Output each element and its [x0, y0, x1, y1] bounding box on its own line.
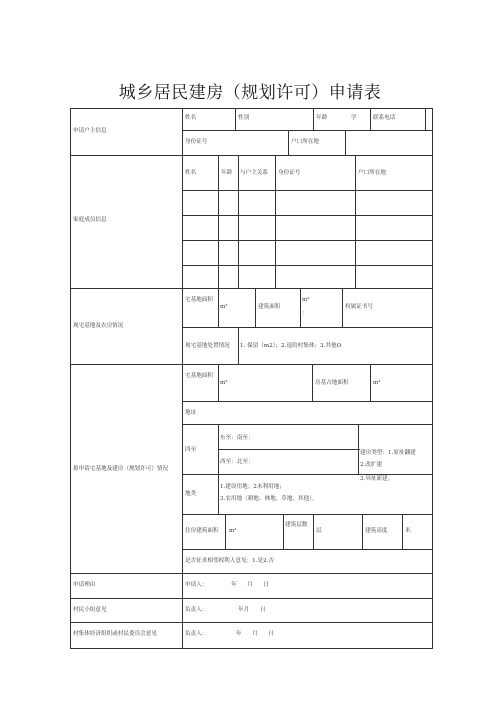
current-plot-unit: m²: [220, 304, 228, 310]
family-header-relation: 与户主关系: [240, 170, 268, 176]
proposed-east-south: 东至：南至：: [220, 435, 254, 441]
applicant-edu-label: 学: [351, 115, 357, 121]
applicant-id-label: 身份证号: [185, 139, 208, 145]
group-label: 村民小组意见: [73, 607, 107, 613]
proposed-land-type-1: 1.建设用地；2未利用地；: [220, 484, 285, 490]
family-section-label: 家庭成员信息: [73, 217, 107, 223]
current-section-label: 现宅基地及农房情况: [73, 323, 124, 329]
group-owner: 负责人：: [185, 607, 208, 613]
committee-date: 年 月 日: [236, 631, 275, 637]
family-header-id: 身份证号: [278, 170, 301, 176]
current-build-area-label: 建筑面积: [258, 304, 281, 310]
applicant-name-label: 姓名: [185, 115, 197, 121]
proposed-address-label: 地址: [185, 410, 197, 416]
current-disposal-label: 现宅基地处置情况: [185, 343, 230, 349]
current-build-unit-tail: ：: [302, 310, 308, 316]
proposed-section-label: 拟申请宅基地及建房（规划许可）情况: [73, 466, 169, 472]
proposed-house-area-label: 房基占地面积: [315, 380, 349, 386]
family-header-name: 姓名: [185, 170, 197, 176]
proposed-boundary-label: 四至: [185, 447, 197, 453]
current-cert-label: 权属证书号: [345, 304, 373, 310]
applicant-phone-label: 联系电话: [373, 115, 396, 121]
proposed-plot-area-label: 宅基地面积: [185, 373, 213, 379]
current-build-unit: m²: [302, 297, 310, 303]
reason-label: 申请理由: [73, 582, 96, 588]
proposed-height-unit: 米: [405, 528, 411, 534]
committee-owner: 负责人：: [185, 631, 208, 637]
applicant-age-label: 年龄: [316, 115, 328, 121]
proposed-height-label: 建筑高度: [365, 528, 388, 534]
reason-applicant: 申请人：: [185, 582, 208, 588]
proposed-west-north: 西至：北至：: [220, 459, 254, 465]
applicant-section-label: 申请户主信息: [73, 128, 107, 134]
applicant-gender-label: 性别: [238, 115, 250, 121]
proposed-plot-unit: m²: [220, 380, 228, 386]
proposed-build-type-2: 2.改扩建: [360, 462, 383, 468]
proposed-consent: 是否征求相邻权利人意见：1.是2.否: [185, 558, 274, 564]
committee-label: 村集体经济组织或村民委员会意见: [73, 631, 157, 637]
proposed-floor-area-label: 住房建筑面积: [185, 528, 219, 534]
current-disposal-options: 1. 保留（m2）；2.退给村集体；3.其他O: [240, 343, 342, 349]
applicant-hukou-label: 户口所在地: [291, 139, 319, 145]
proposed-floors-label: 建筑层数: [285, 522, 308, 528]
current-plot-area-label: 宅基地面积: [185, 297, 213, 303]
proposed-floor-area-unit: m²: [229, 528, 237, 534]
proposed-land-type-label: 地类: [185, 491, 197, 497]
family-header-age: 年龄: [221, 170, 233, 176]
family-header-hukou: 户口所在地: [358, 170, 386, 176]
reason-date: 年 月 日: [231, 582, 270, 588]
proposed-house-unit: m²: [373, 380, 381, 386]
proposed-floors-unit: 层: [316, 528, 322, 534]
proposed-build-type-1: 建房类型：1.原址翻建: [360, 450, 416, 456]
proposed-build-type-3: 3.异址新建。: [360, 476, 394, 482]
proposed-land-type-2: 3.农用地（耕地、林地、草地、其他）。: [220, 496, 318, 502]
page-title: 城乡居民建房（规划许可）申请表: [118, 83, 382, 103]
group-date: 年月 日: [238, 607, 266, 613]
